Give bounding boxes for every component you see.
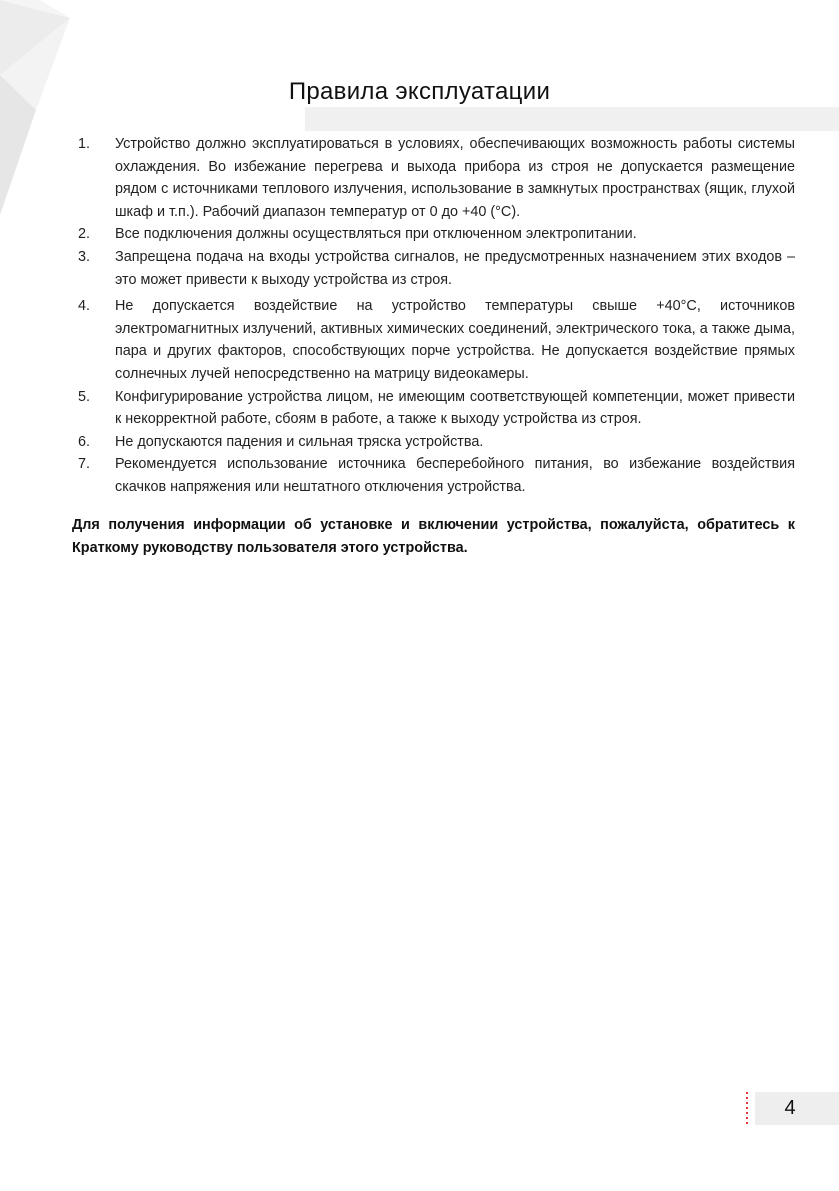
rule-item xyxy=(78,246,795,291)
rule-item xyxy=(78,133,795,223)
rule-number: 4. xyxy=(78,298,91,315)
rule-number: 1. xyxy=(78,136,91,152)
page-footer xyxy=(755,1092,839,1125)
header-band xyxy=(305,107,839,131)
rule-number: 7. xyxy=(78,456,91,473)
corner-decoration xyxy=(0,0,90,230)
rule-number: 2. xyxy=(78,226,91,243)
rule-number: 6. xyxy=(78,433,91,450)
rule-item xyxy=(78,295,795,385)
rule-item xyxy=(78,386,795,431)
rule-text: Не допускаются падения и сильная тряска устройства. xyxy=(115,433,484,450)
page-number: 4 xyxy=(784,1097,796,1119)
rule-text: Все подключения должны осуществляться при отключенном электропитании. xyxy=(115,226,637,243)
rule-item xyxy=(78,453,795,498)
rule-item xyxy=(78,431,795,454)
rule-text: Рекомендуется использование источника бесперебойного питания, во избежание воздействия скачков напряжения или нештатного отключения устройства. xyxy=(115,456,795,495)
rule-item xyxy=(78,223,795,246)
rule-number: 5. xyxy=(78,388,91,405)
rule-text: Не допускается воздействие на устройство температуры свыше +40°C, источников электромагнитных излучений, активных химических соединений, электрического тока, а также дыма, пара и других факторов, способствующих порче устройства. Не допускается воздействие прямых солнечных лучей непосредственно на матрицу видеокамеры. xyxy=(115,298,795,382)
rule-number: 3. xyxy=(78,248,91,265)
footer-dotted-line xyxy=(746,1092,748,1125)
rule-text: Устройство должно эксплуатироваться в условиях, обеспечивающих возможность работы системы охлаждения. Во избежание перегрева и выхода прибора из строя не допускается размещение рядом с источниками теплового излучения, использование в замкнутых пространствах (ящик, глухой шкаф и т.п.). Рабочий диапазон температур от 0 до +40 (°C). xyxy=(115,136,795,220)
page-title: Правила эксплуатации xyxy=(288,78,551,105)
rule-text: Конфигурирование устройства лицом, не имеющим соответствующей компетенции, может привести к некорректной работе, сбоям в работе, а также к выходу устройства из строя. xyxy=(115,388,795,428)
setup-note: Для получения информации об установке и включении устройства, пожалуйста, обратитесь к Краткому руководству пользователя этого устройства. xyxy=(72,517,795,556)
rules-list xyxy=(78,133,795,499)
rule-text: Запрещена подача на входы устройства сигналов, не предусмотренных назначением этих входов – это может привести к выходу устройства из строя. xyxy=(115,248,795,288)
